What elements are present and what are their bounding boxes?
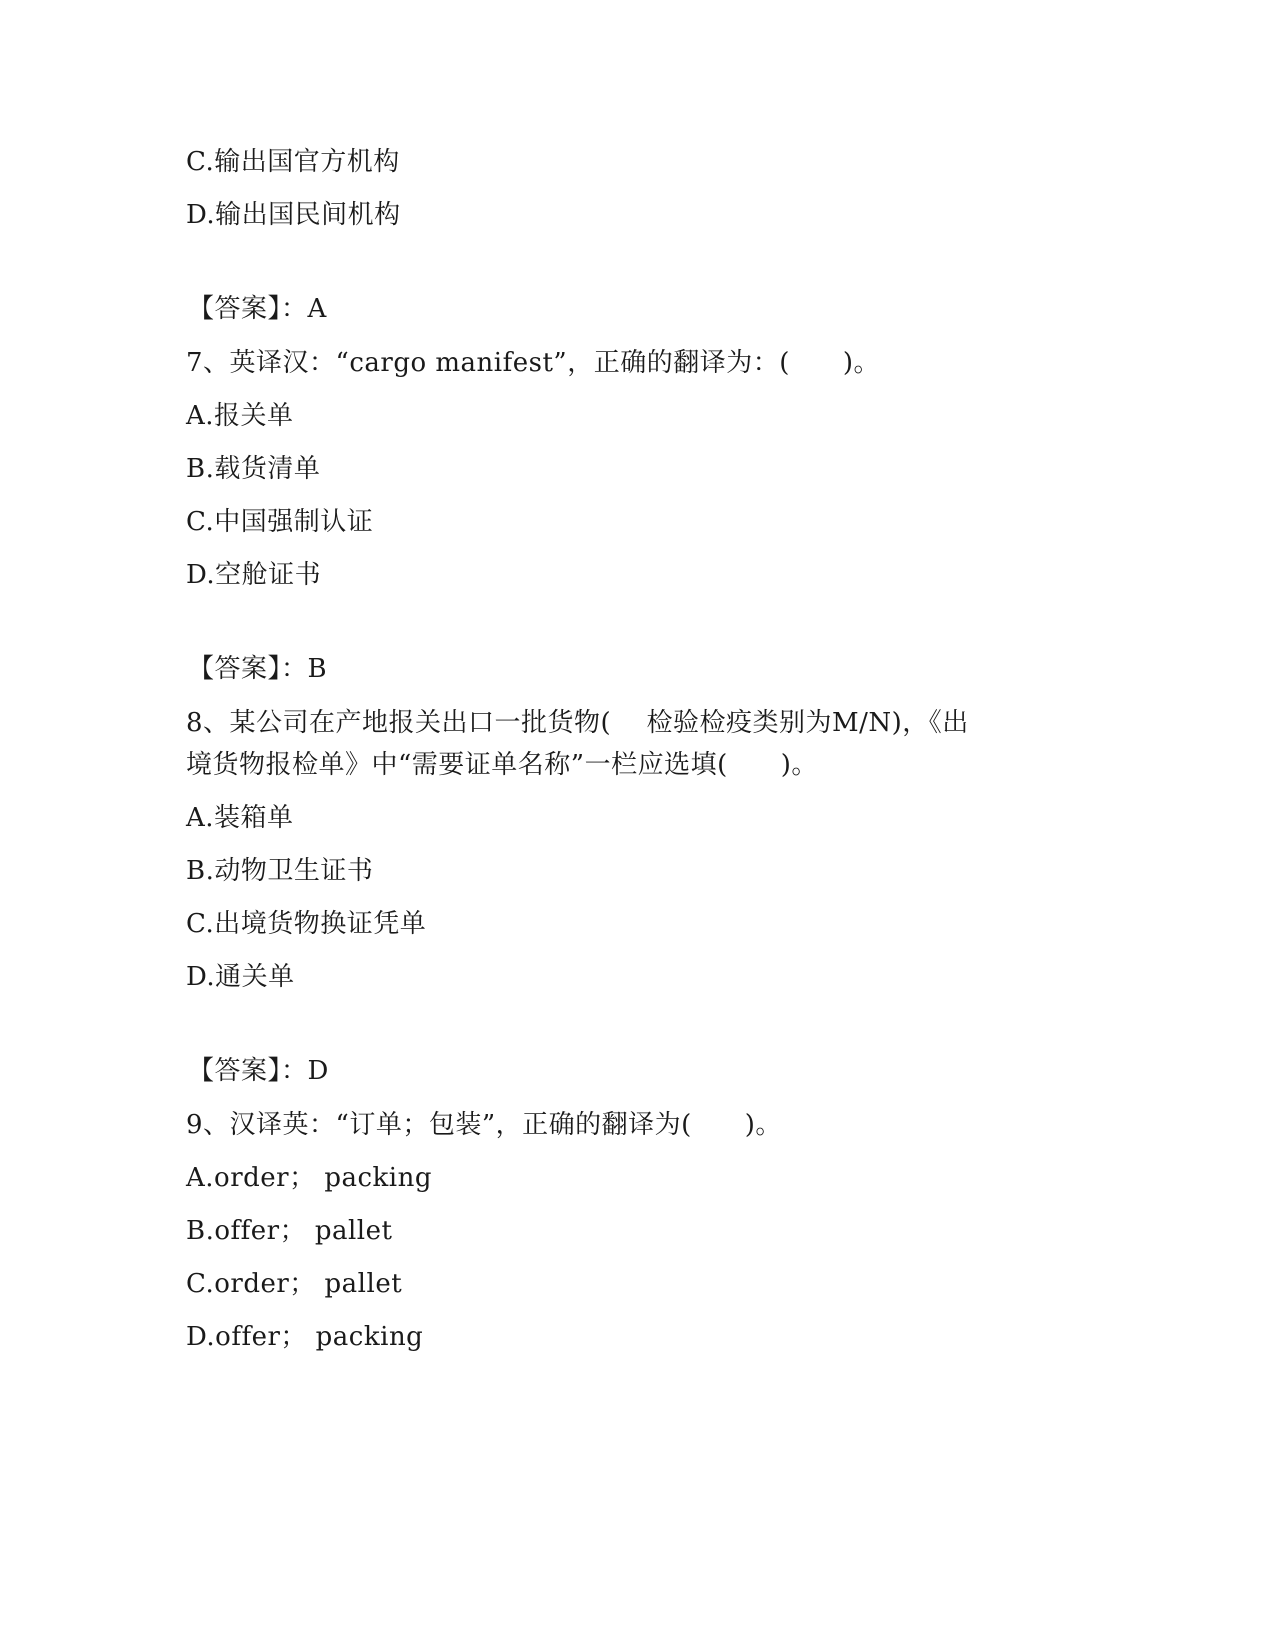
q8-option-a: A.装箱单 <box>186 803 294 833</box>
answer-sep: ： <box>281 294 308 324</box>
q6-option-c-text: C.输出国官方机构 <box>186 147 400 177</box>
q8-stem-line2: 境货物报检单》中“需要证单名称”一栏应选填( )。 <box>186 750 818 780</box>
q9-option-a: A.order； packing <box>186 1163 433 1193</box>
q8-option-b: B.动物卫生证书 <box>186 856 374 886</box>
q7-option-a: A.报关单 <box>186 401 294 431</box>
q7-option-b: B.载货清单 <box>186 454 321 484</box>
answer-label: 【答案】 <box>188 654 282 684</box>
q8-answer <box>188 1055 329 1087</box>
q7-stem: 7、英译汉：“cargo manifest”，正确的翻译为：( )。 <box>186 348 880 378</box>
q7-option-d: D.空舱证书 <box>186 560 322 590</box>
q7-option-c: C.中国强制认证 <box>186 507 374 537</box>
answer-sep: ： <box>281 654 308 684</box>
q8-option-c: C.出境货物换证凭单 <box>186 909 427 939</box>
answer-label: 【答案】 <box>188 1056 282 1086</box>
q9-stem: 9、汉译英：“订单；包装”，正确的翻译为( )。 <box>186 1110 782 1140</box>
q9-option-c: C.order； pallet <box>186 1269 403 1299</box>
q7-answer <box>188 653 327 685</box>
answer-value: D <box>307 1056 329 1086</box>
answer-sep: ： <box>281 1056 308 1086</box>
q9-option-d: D.offer； packing <box>186 1322 424 1352</box>
q6-option-d: D.输出国民间机构 <box>186 200 401 230</box>
q9-option-b: B.offer； pallet <box>186 1216 393 1246</box>
answer-value: B <box>307 654 328 684</box>
q8-option-d: D.通关单 <box>186 962 295 992</box>
answer-label: 【答案】 <box>188 294 282 324</box>
q8-stem-line1: 8、某公司在产地报关出口一批货物( 检验检疫类别为M/N)，《出 <box>186 708 969 738</box>
answer-value: A <box>307 294 327 324</box>
q6-answer <box>188 293 327 325</box>
